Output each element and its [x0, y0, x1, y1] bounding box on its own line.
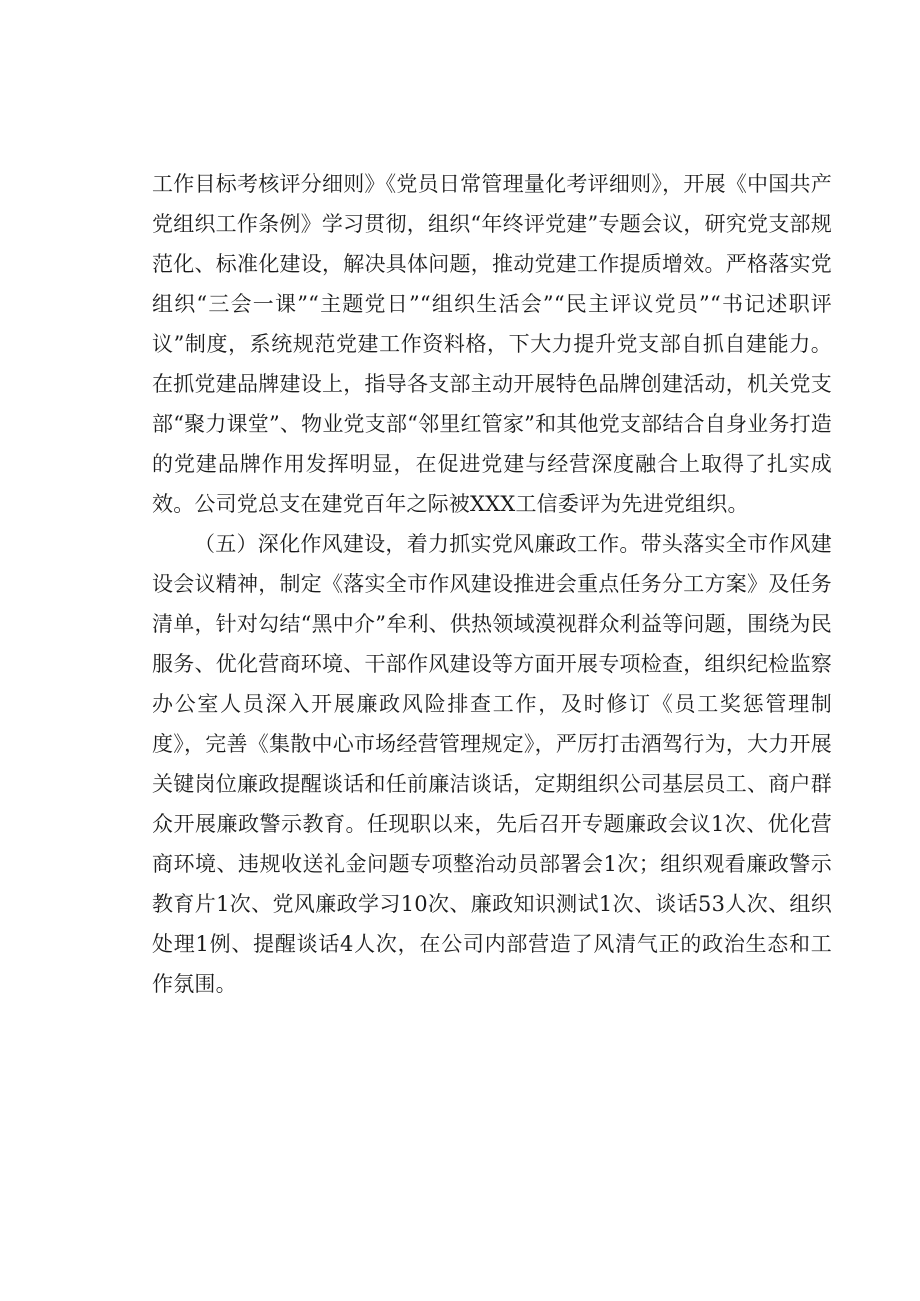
paragraph-conduct-building: （五）深化作风建设，着力抓实党风廉政工作。带头落实全市作风建设会议精神，制定《落实全市作风建设推进会重点任务分工方案》及任务清单，针对勾结“黑中介”牟利、供热领域漠视群众利益等问题，围绕为民服务、优化营商环境、干部作风建设等方面开展专项检查，组织纪检监察办公室人员深入开展廉政风险排查工作，及时修订《员工奖惩管理制度》，完善《集散中心市场经营管理规定》，严厉打击酒驾行为，大力开展关键岗位廉政提醒谈话和任前廉洁谈话，定期组织公司基层员工、商户群众开展廉政警示教育。任现职以来，先后召开专题廉政会议1次、优化营商环境、违规收送礼金问题专项整治动员部署会1次；组织观看廉政警示教育片1次、党风廉政学习10次、廉政知识测试1次、谈话53人次、组织处理1例、提醒谈话4人次，在公司内部营造了风清气正的政治生态和工作氛围。	[152, 532, 832, 996]
document-body	[152, 164, 832, 1004]
paragraph-party-building: 工作目标考核评分细则》《党员日常管理量化考评细则》，开展《中国共产党组织工作条例》学习贯彻，组织“年终评党建”专题会议，研究党支部规范化、标准化建设，解决具体问题，推动党建工作提质增效。严格落实党组织“三会一课”“主题党日”“组织生活会”“民主评议党员”“书记述职评议”制度，系统规范党建工作资料格，下大力提升党支部自抓自建能力。在抓党建品牌建设上，指导各支部主动开展特色品牌创建活动，机关党支部“聚力课堂”、物业党支部“邻里红管家”和其他党支部结合自身业务打造的党建品牌作用发挥明显，在促进党建与经营深度融合上取得了扎实成效。公司党总支在建党百年之际被XXX工信委评为先进党组织。	[152, 172, 832, 516]
